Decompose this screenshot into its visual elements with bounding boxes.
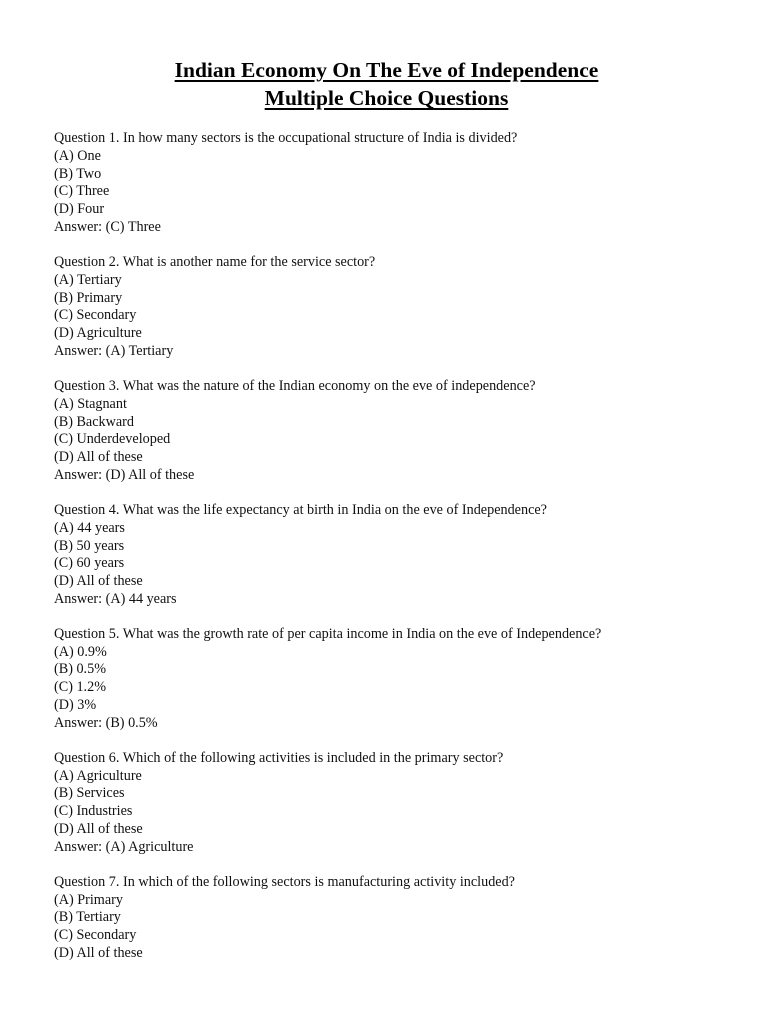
document-title	[0, 56, 768, 112]
option-text: (D) All of these	[54, 821, 143, 838]
answer-text: Answer: (C) Three	[54, 218, 161, 235]
option-text: (C) Secondary	[54, 927, 137, 944]
question-text: Question 5. What was the growth rate of per capita income in India on the eve of Independence?	[54, 625, 602, 642]
option-text: (D) All of these	[54, 945, 143, 961]
question-text: Question 3. What was the nature of the Indian economy on the eve of independence?	[54, 377, 536, 394]
option-text: (A) Stagnant	[54, 395, 127, 412]
answer-text: Answer: (A) Agriculture	[54, 838, 194, 855]
option-text: (A) Primary	[54, 891, 123, 908]
option-text: (A) Agriculture	[54, 767, 142, 784]
option-text: (C) Underdeveloped	[54, 431, 171, 448]
option-text: (D) 3%	[54, 697, 97, 714]
question-list	[54, 130, 754, 980]
option-text: (D) All of these	[54, 449, 143, 466]
option-text: (B) Services	[54, 785, 125, 802]
option-text: (C) Three	[54, 183, 110, 200]
answer-text: Answer: (B) 0.5%	[54, 714, 158, 731]
option-text: (C) Industries	[54, 803, 133, 820]
question-block	[54, 874, 754, 963]
option-text: (D) All of these	[54, 573, 143, 590]
title-line-1: Indian Economy On The Eve of Independence	[174, 58, 599, 82]
option-text: (C) Secondary	[54, 307, 137, 324]
option-text: (B) Two	[54, 165, 102, 182]
question-block	[54, 750, 754, 857]
option-text: (A) One	[54, 147, 101, 164]
answer-text: Answer: (D) All of these	[54, 466, 195, 483]
answer-text: Answer: (A) Tertiary	[54, 342, 174, 359]
option-text: (B) 50 years	[54, 537, 125, 554]
question-text: Question 1. In how many sectors is the occupational structure of India is divided?	[54, 130, 518, 146]
question-text: Question 4. What was the life expectancy at birth in India on the eve of Independence?	[54, 501, 547, 518]
question-text: Question 6. Which of the following activities is included in the primary sector?	[54, 749, 504, 766]
option-text: (C) 60 years	[54, 555, 125, 572]
title-line-2: Multiple Choice Questions	[264, 86, 509, 110]
question-block	[54, 502, 754, 609]
option-text: (C) 1.2%	[54, 679, 107, 696]
option-text: (D) Agriculture	[54, 325, 142, 342]
option-text: (A) 0.9%	[54, 643, 107, 660]
option-text: (D) Four	[54, 201, 105, 218]
option-text: (B) Backward	[54, 413, 134, 430]
question-block	[54, 254, 754, 361]
answer-text: Answer: (A) 44 years	[54, 590, 177, 607]
option-text: (B) Primary	[54, 289, 123, 306]
question-block	[54, 378, 754, 485]
question-text: Question 2. What is another name for the service sector?	[54, 253, 376, 270]
question-block	[54, 626, 754, 733]
option-text: (B) 0.5%	[54, 661, 107, 678]
question-text: Question 7. In which of the following sectors is manufacturing activity included?	[54, 873, 515, 890]
question-block	[54, 130, 754, 237]
option-text: (A) Tertiary	[54, 271, 122, 288]
option-text: (B) Tertiary	[54, 909, 121, 926]
option-text: (A) 44 years	[54, 519, 125, 536]
